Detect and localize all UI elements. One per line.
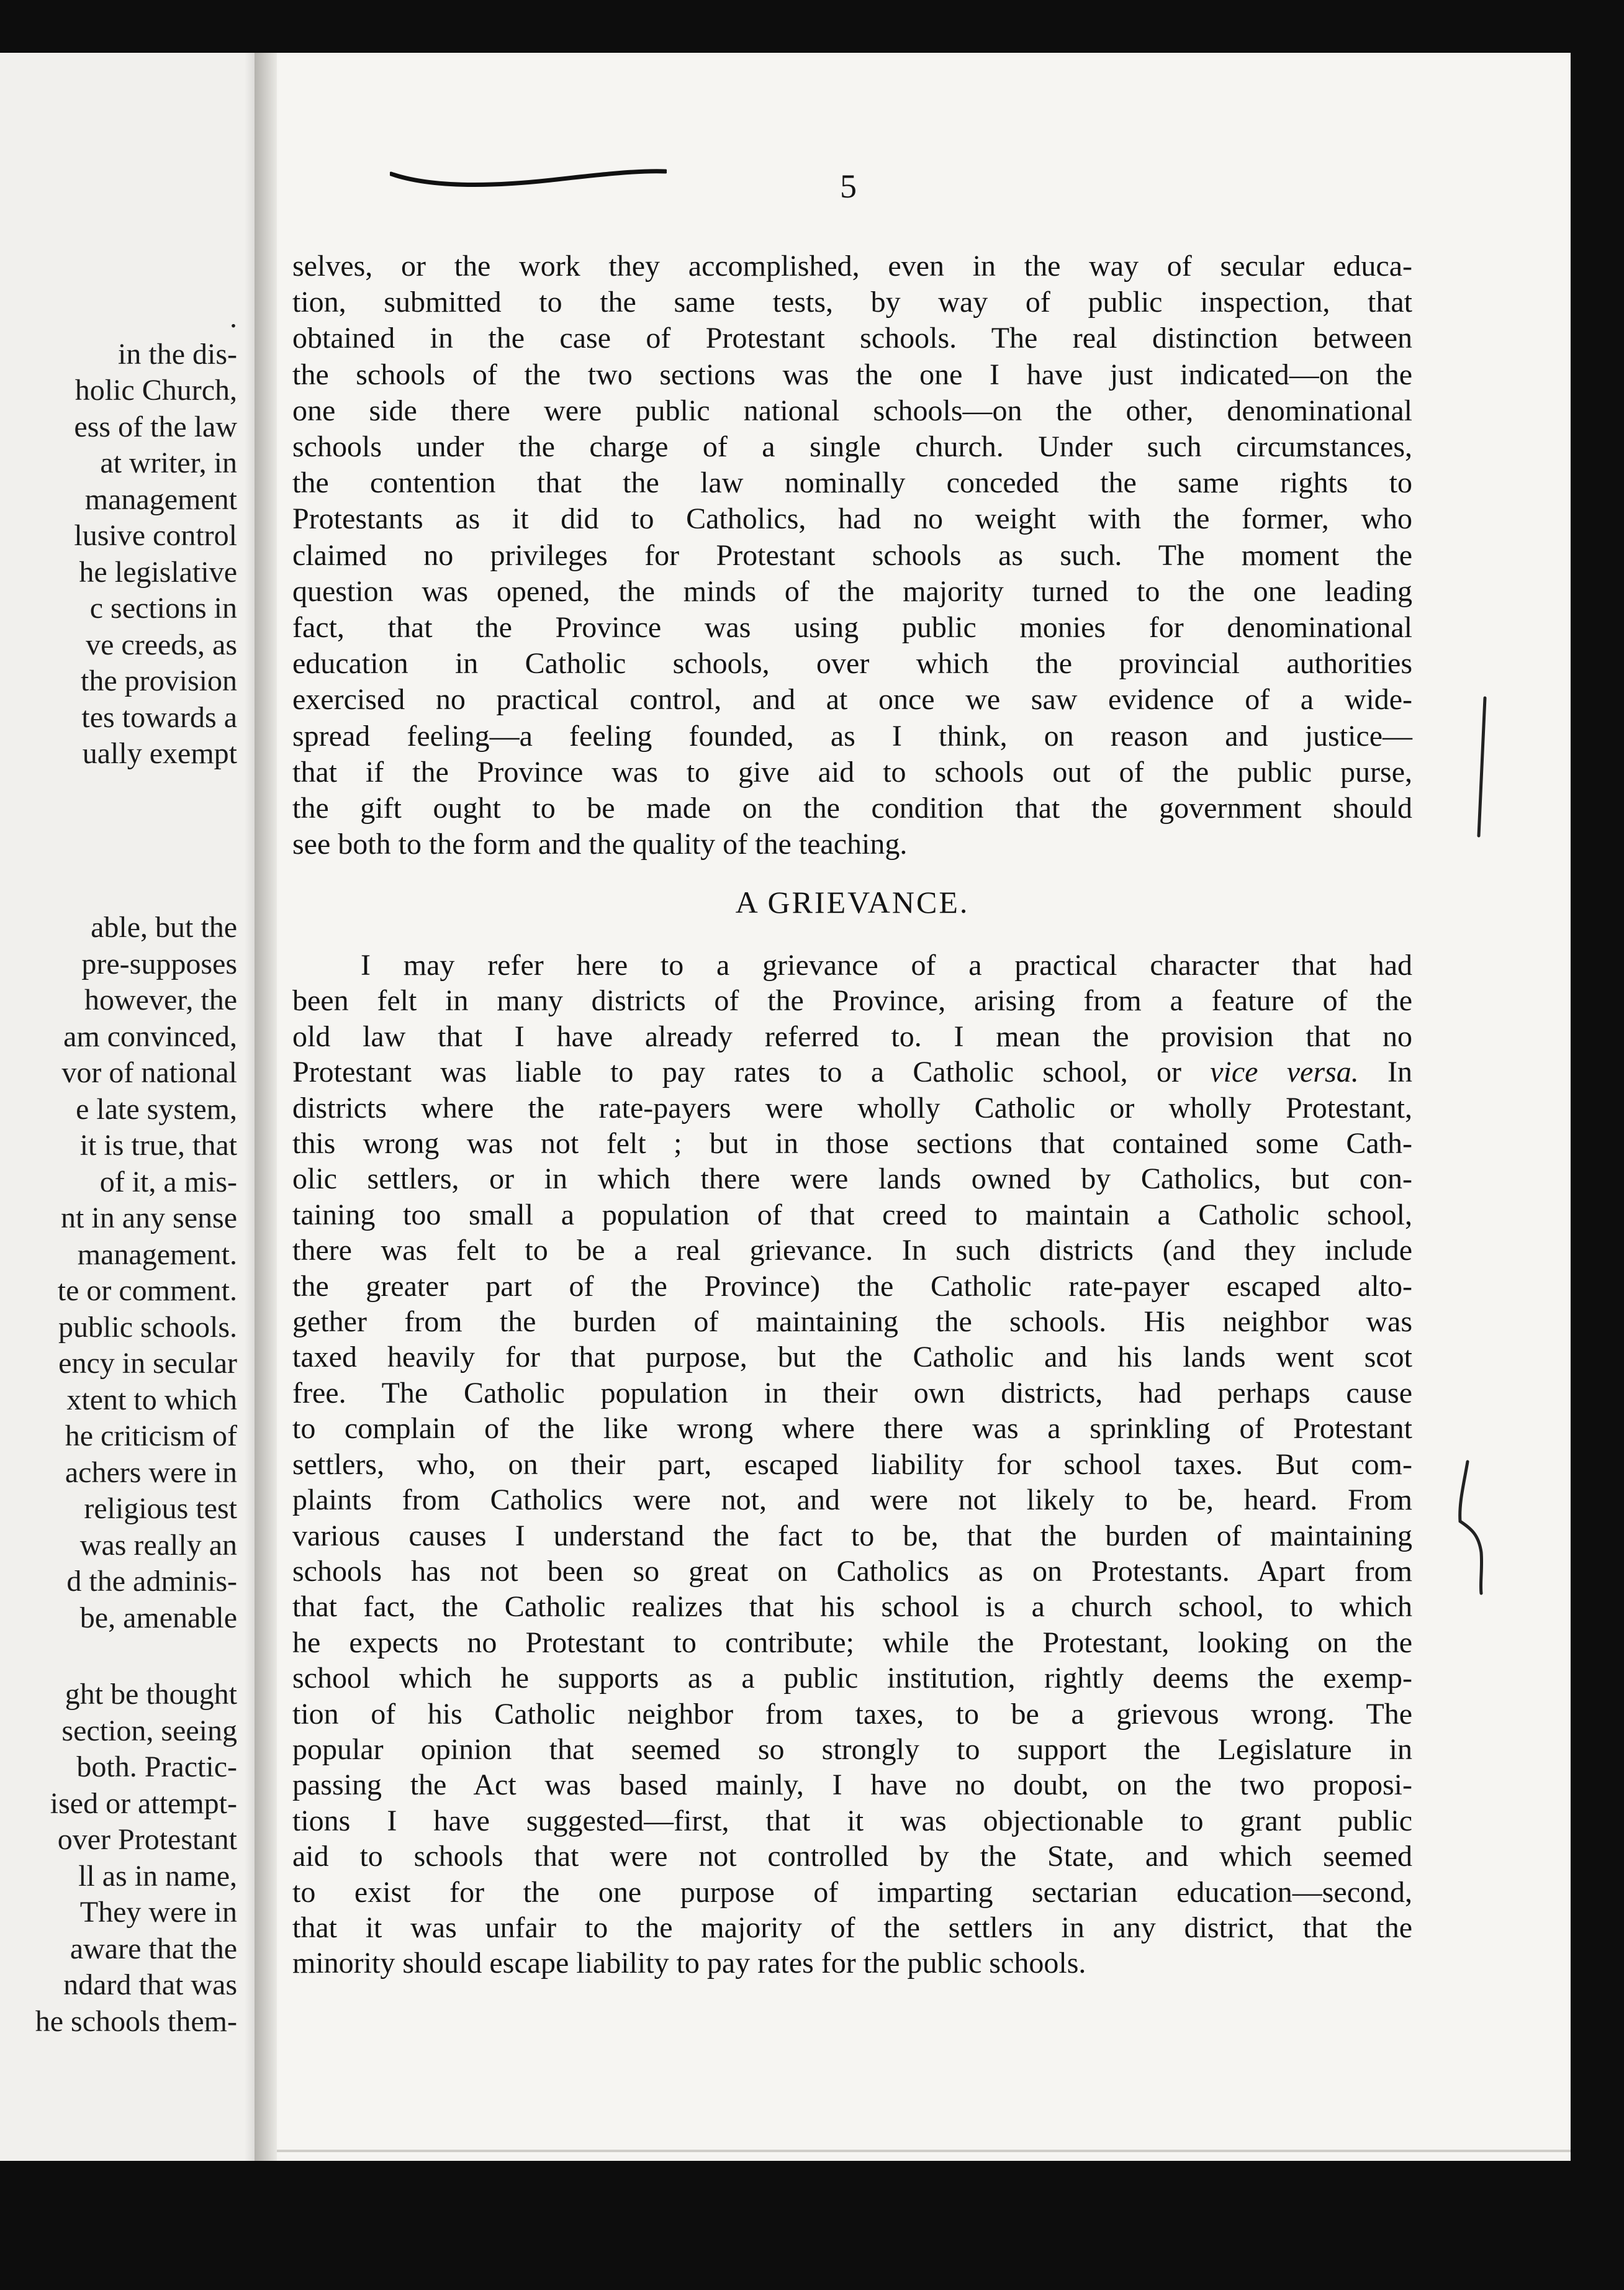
previous-page-line: he criticism of — [65, 1419, 237, 1452]
previous-page-line: aware that the — [70, 1932, 237, 1965]
text-line: schools under the charge of a single church. Under such circumstances, — [292, 430, 1412, 464]
text-run: various causes I understand the fact to be, that the burden of maintaining — [292, 1519, 1412, 1552]
text-line — [292, 1803, 1412, 1839]
previous-page-line: was really an — [79, 1528, 237, 1562]
previous-page-line: management — [84, 482, 237, 516]
previous-page-line: nt in any sense — [61, 1202, 237, 1234]
previous-page-line: management. — [77, 1238, 237, 1271]
previous-page — [0, 53, 266, 2161]
text-line — [292, 1269, 1412, 1304]
text-line: the schools of the two sections was the one I have just indicated—on the — [292, 358, 1412, 391]
previous-page-line: of it, a mis- — [99, 1165, 237, 1198]
text-run: plaints from Catholics were not, and were not likely to be, heard. From — [292, 1483, 1412, 1517]
previous-page-line: at writer, in — [100, 446, 237, 479]
text-run: I may refer here to a grievance of a practical character that had — [361, 949, 1412, 982]
text-line — [292, 1625, 1412, 1660]
text-run: tion of his Catholic neighbor from taxes, to be a grievous wrong. The — [292, 1697, 1412, 1731]
text-run: districts where the rate-payers were wholly Catholic or wholly Protestant, — [292, 1091, 1412, 1125]
text-run: olic settlers, or in which there were lands owned by Catholics, but con- — [292, 1162, 1412, 1196]
text-run: old law that I have already referred to. I mean the provision that no — [292, 1020, 1412, 1053]
previous-page-line: xtent to which — [66, 1383, 237, 1416]
text-run: gether from the burden of maintaining the schools. His neighbor was — [292, 1305, 1412, 1339]
previous-page-line: the provision — [81, 664, 237, 697]
text-run: school which he supports as a public institution, rightly deems the exemp- — [292, 1662, 1412, 1695]
text-line: the gift ought to be made on the condition that the government should — [292, 792, 1412, 825]
text-run: taxed heavily for that purpose, but the Catholic and his lands went scot — [292, 1341, 1412, 1374]
italic-run: vice versa. — [1210, 1056, 1359, 1089]
previous-page-line: in the dis- — [118, 337, 237, 371]
previous-page-line: c sections in — [89, 592, 237, 625]
text-run: that fact, the Catholic realizes that his school is a church school, to which — [292, 1590, 1412, 1624]
previous-page-line: ency in secular — [58, 1347, 237, 1380]
text-line — [292, 983, 1412, 1018]
previous-page-line: he schools them- — [35, 2004, 237, 2038]
text-line: the contention that the law nominally conceded the same rights to — [292, 466, 1412, 500]
text-run: passing the Act was based mainly, I have no doubt, on the two proposi- — [292, 1768, 1412, 1802]
text-run: to exist for the one purpose of imparting sectarian education—second, — [292, 1875, 1412, 1909]
text-run: this wrong was not felt ; but in those sections that contained some Cath- — [292, 1127, 1412, 1161]
text-run: settlers, who, on their part, escaped liability for school taxes. But com- — [292, 1447, 1412, 1481]
text-run: to complain of the like wrong where there was a sprinkling of Protestant — [292, 1412, 1412, 1446]
text-line: that if the Province was to give aid to schools out of the public purse, — [292, 755, 1412, 789]
text-line — [292, 1839, 1412, 1874]
text-run: free. The Catholic population in their own districts, had perhaps cause — [292, 1376, 1412, 1410]
text-run: In — [1358, 1056, 1413, 1089]
decorative-rule — [390, 165, 667, 190]
text-line — [292, 1411, 1412, 1446]
text-line — [292, 1910, 1412, 1945]
text-line — [292, 1233, 1412, 1268]
previous-page-line: religious test — [84, 1492, 237, 1525]
previous-page-line: te or comment. — [57, 1274, 237, 1307]
text-line — [292, 1161, 1412, 1197]
previous-page-line: ndard that was — [63, 1968, 237, 2001]
previous-page-line: d the adminis- — [66, 1565, 237, 1598]
paragraph-1 — [292, 248, 1412, 862]
text-line: question was opened, the minds of the majority turned to the one leading — [292, 574, 1412, 608]
previous-page-line: he legislative — [79, 555, 237, 589]
text-run: schools has not been so great on Catholics as on Protestants. Apart from — [292, 1554, 1412, 1588]
binding-gutter — [255, 53, 277, 2161]
margin-brace-mark — [1453, 1459, 1490, 1596]
text-line — [292, 1304, 1412, 1339]
text-line — [292, 1660, 1412, 1696]
text-line — [292, 1197, 1412, 1233]
previous-page-block-1 — [0, 300, 237, 772]
previous-page-line: holic Church, — [74, 374, 237, 407]
previous-page-line: ually exempt — [82, 737, 237, 770]
text-line: education in Catholic schools, over which the provincial authorities — [292, 647, 1412, 681]
text-line — [292, 1482, 1412, 1518]
previous-page-line: section, seeing — [61, 1714, 237, 1747]
text-line — [292, 1375, 1412, 1411]
text-line — [292, 1875, 1412, 1910]
text-run: that it was unfair to the majority of the settlers in any district, that the — [292, 1911, 1412, 1944]
text-line — [292, 1732, 1412, 1767]
previous-page-line: be, amenable — [79, 1601, 237, 1634]
previous-page-line: both. Practic- — [76, 1750, 237, 1783]
previous-page-line: ght be thought — [65, 1678, 237, 1711]
previous-page-line: achers were in — [65, 1455, 237, 1489]
section-heading: A GRIEVANCE. — [735, 885, 970, 920]
text-line: fact, that the Province was using public monies for denominational — [292, 611, 1412, 645]
text-run: tions I have suggested—first, that it was objectionable to grant public — [292, 1804, 1412, 1837]
text-line — [292, 1339, 1412, 1375]
text-run: minority should escape liability to pay rates for the public schools. — [292, 1947, 1086, 1980]
previous-page-block-2 — [0, 910, 237, 1636]
previous-page-line: ised or attempt- — [50, 1786, 237, 1820]
text-line — [292, 1554, 1412, 1589]
text-line — [292, 1126, 1412, 1161]
previous-page-line: however, the — [84, 984, 237, 1016]
margin-pencil-mark — [1473, 695, 1491, 838]
text-run: popular opinion that seemed so strongly to support the Legislature in — [292, 1732, 1412, 1766]
previous-page-line: public schools. — [58, 1310, 237, 1344]
previous-page-line: am convinced, — [63, 1020, 237, 1053]
text-run: Protestant was liable to pay rates to a Catholic school, or — [292, 1056, 1211, 1089]
previous-page-line: . — [230, 301, 237, 334]
previous-page-line: lusive control — [74, 519, 237, 552]
previous-page-line: e late system, — [76, 1092, 237, 1126]
text-line: tion, submitted to the same tests, by way of public inspection, that — [292, 286, 1412, 319]
page-bottom-edge — [277, 2150, 1571, 2152]
previous-page-line: ll as in name, — [78, 1859, 237, 1893]
text-line — [292, 1518, 1412, 1554]
text-line — [292, 1447, 1412, 1482]
previous-page-line: ess of the law — [74, 410, 237, 443]
previous-page-line: vor of national — [61, 1056, 237, 1089]
text-line: Protestants as it did to Catholics, had no weight with the former, who — [292, 502, 1412, 536]
previous-page-line: ve creeds, as — [86, 628, 237, 661]
text-line — [292, 1090, 1412, 1126]
text-line: spread feeling—a feeling founded, as I think, on reason and justice— — [292, 719, 1412, 753]
text-line — [292, 1945, 1412, 1981]
previous-page-block-3 — [0, 1677, 237, 2040]
previous-page-line: able, but the — [91, 911, 237, 944]
previous-page-line: They were in — [79, 1896, 237, 1929]
text-run: aid to schools that were not controlled by the State, and which seemed — [292, 1840, 1412, 1873]
previous-page-line: it is true, that — [79, 1129, 237, 1162]
text-run: there was felt to be a real grievance. In such districts (and they include — [292, 1234, 1412, 1267]
text-line: exercised no practical control, and at once we saw evidence of a wide- — [292, 683, 1412, 717]
text-line — [292, 1054, 1412, 1090]
text-run: the greater part of the Province) the Catholic rate-payer escaped alto- — [292, 1269, 1412, 1303]
text-line: see both to the form and the quality of the teaching. — [292, 828, 908, 861]
previous-page-line: tes towards a — [81, 700, 237, 734]
previous-page-line: over Protestant — [57, 1823, 237, 1856]
text-line — [292, 948, 1412, 983]
text-line: obtained in the case of Protestant schools. The real distinction between — [292, 322, 1412, 355]
text-run: been felt in many districts of the Province, arising from a feature of the — [292, 984, 1412, 1018]
text-run: he expects no Protestant to contribute; while the Protestant, looking on the — [292, 1626, 1412, 1659]
text-line — [292, 1767, 1412, 1803]
previous-page-line: pre-supposes — [81, 947, 237, 980]
text-line: one side there were public national schools—on the other, denominational — [292, 394, 1412, 427]
page-number: 5 — [840, 168, 857, 205]
text-line: claimed no privileges for Protestant schools as such. The moment the — [292, 538, 1412, 572]
text-line — [292, 1696, 1412, 1732]
text-line — [292, 1589, 1412, 1624]
text-line — [292, 1019, 1412, 1054]
text-run: taining too small a population of that creed to maintain a Catholic school, — [292, 1198, 1412, 1231]
paragraph-2 — [292, 948, 1412, 1981]
text-line: selves, or the work they accomplished, even in the way of secular educa- — [292, 250, 1412, 283]
